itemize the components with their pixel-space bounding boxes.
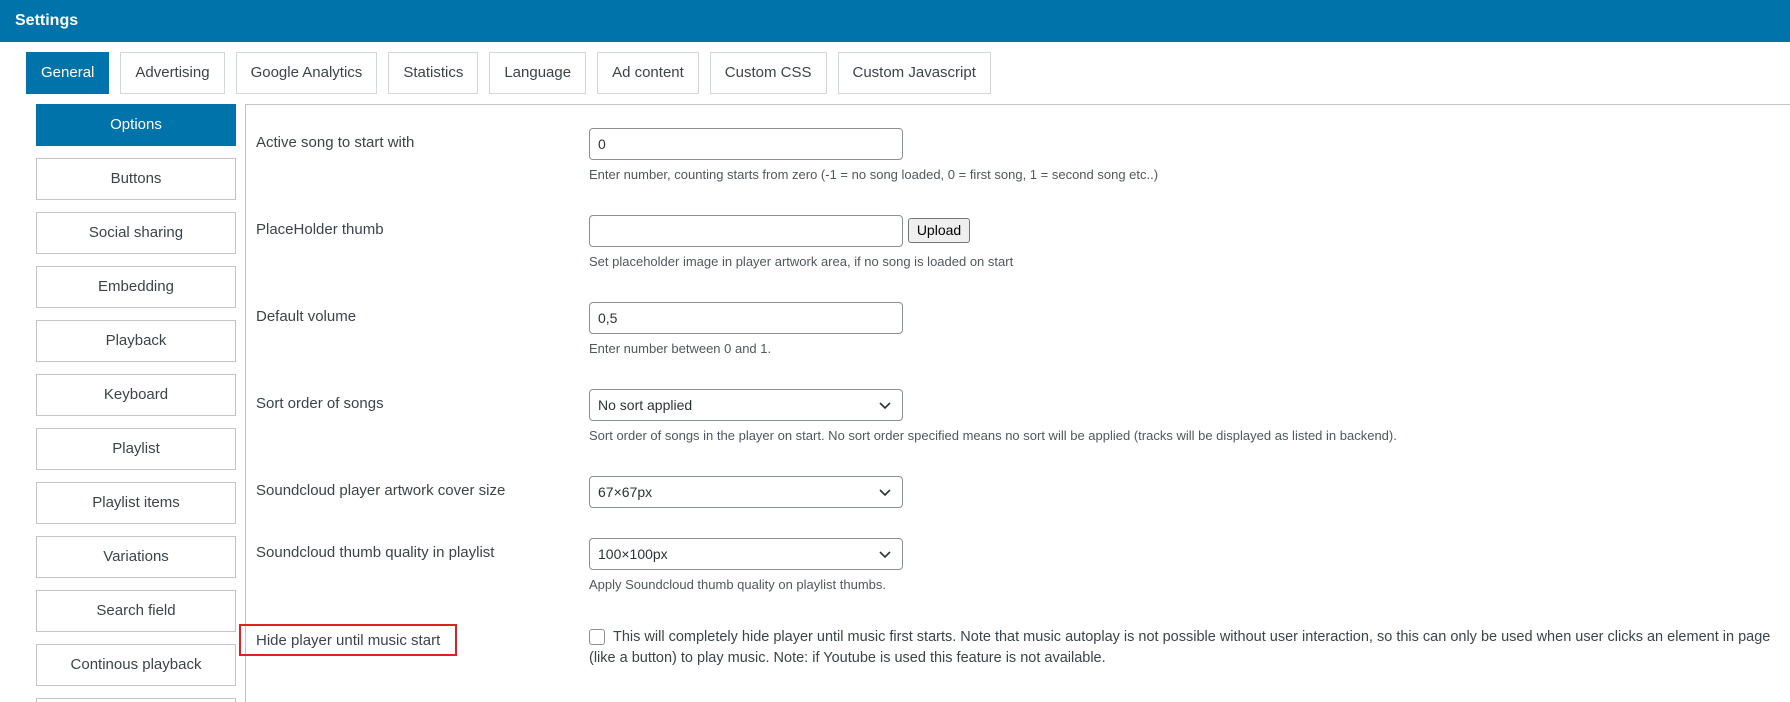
tab-statistics[interactable]: Statistics xyxy=(388,52,478,94)
default-volume-description: Enter number between 0 and 1. xyxy=(589,341,772,356)
hide-player-label: Hide player until music start xyxy=(256,632,441,649)
chevron-down-icon xyxy=(878,485,892,499)
placeholder-thumb-input[interactable] xyxy=(589,215,903,247)
sidebar-item-partial[interactable] xyxy=(36,698,236,702)
tab-general[interactable]: General xyxy=(26,52,109,94)
tab-custom-css[interactable]: Custom CSS xyxy=(710,52,827,94)
thumb-quality-description: Apply Soundcloud thumb quality on playlist thumbs. xyxy=(589,577,887,592)
content-border xyxy=(245,104,246,702)
artwork-size-select[interactable] xyxy=(589,476,903,508)
sidebar-item-playback[interactable]: Playback xyxy=(36,320,236,362)
default-volume-input[interactable] xyxy=(589,302,903,334)
active-song-label: Active song to start with xyxy=(256,134,415,151)
thumb-quality-value: 100×100px xyxy=(598,546,668,562)
sort-order-description: Sort order of songs in the player on start. No sort order specified means no sort will be applied (tracks will be displayed as listed in backend). xyxy=(589,428,1397,443)
artwork-size-label: Soundcloud player artwork cover size xyxy=(256,482,506,499)
sidebar-item-variations[interactable]: Variations xyxy=(36,536,236,578)
chevron-down-icon xyxy=(878,547,892,561)
title-bar xyxy=(0,0,1790,42)
tab-custom-javascript[interactable]: Custom Javascript xyxy=(838,52,991,94)
sort-order-label: Sort order of songs xyxy=(256,395,384,412)
page-title: Settings xyxy=(15,12,79,29)
sort-order-select[interactable] xyxy=(589,389,903,421)
top-tabs xyxy=(26,52,1002,94)
sidebar-item-options[interactable]: Options xyxy=(36,104,236,146)
upload-button[interactable]: Upload xyxy=(908,218,970,243)
active-song-input[interactable] xyxy=(589,128,903,160)
content-divider xyxy=(245,104,1790,105)
sidebar-item-social-sharing[interactable]: Social sharing xyxy=(36,212,236,254)
tab-ad-content[interactable]: Ad content xyxy=(597,52,699,94)
tab-advertising[interactable]: Advertising xyxy=(120,52,224,94)
tab-google-analytics[interactable]: Google Analytics xyxy=(236,52,378,94)
tab-language[interactable]: Language xyxy=(489,52,586,94)
sidebar-item-playlist[interactable]: Playlist xyxy=(36,428,236,470)
hide-player-description: This will completely hide player until music first starts. Note that music autoplay is not possible without user interaction, so this can only be used when user clicks an element in page (like a button) to play music. Note: if Youtube is used this feature is not available. xyxy=(589,629,1771,666)
sidebar-item-buttons[interactable]: Buttons xyxy=(36,158,236,200)
placeholder-thumb-description: Set placeholder image in player artwork area, if no song is loaded on start xyxy=(589,254,1014,269)
sidebar-item-playlist-items[interactable]: Playlist items xyxy=(36,482,236,524)
sidebar-item-embedding[interactable]: Embedding xyxy=(36,266,236,308)
artwork-size-value: 67×67px xyxy=(598,484,653,500)
active-song-description: Enter number, counting starts from zero (-1 = no song loaded, 0 = first song, 1 = second song etc..) xyxy=(589,167,1159,182)
sidebar-item-keyboard[interactable]: Keyboard xyxy=(36,374,236,416)
sidebar-item-continous-playback[interactable]: Continous playback xyxy=(36,644,236,686)
default-volume-label: Default volume xyxy=(256,308,357,325)
sidebar-item-search-field[interactable]: Search field xyxy=(36,590,236,632)
chevron-down-icon xyxy=(878,398,892,412)
thumb-quality-select[interactable] xyxy=(589,538,903,570)
placeholder-thumb-label: PlaceHolder thumb xyxy=(256,221,384,238)
sort-order-value: No sort applied xyxy=(598,397,693,413)
thumb-quality-label: Soundcloud thumb quality in playlist xyxy=(256,544,495,561)
